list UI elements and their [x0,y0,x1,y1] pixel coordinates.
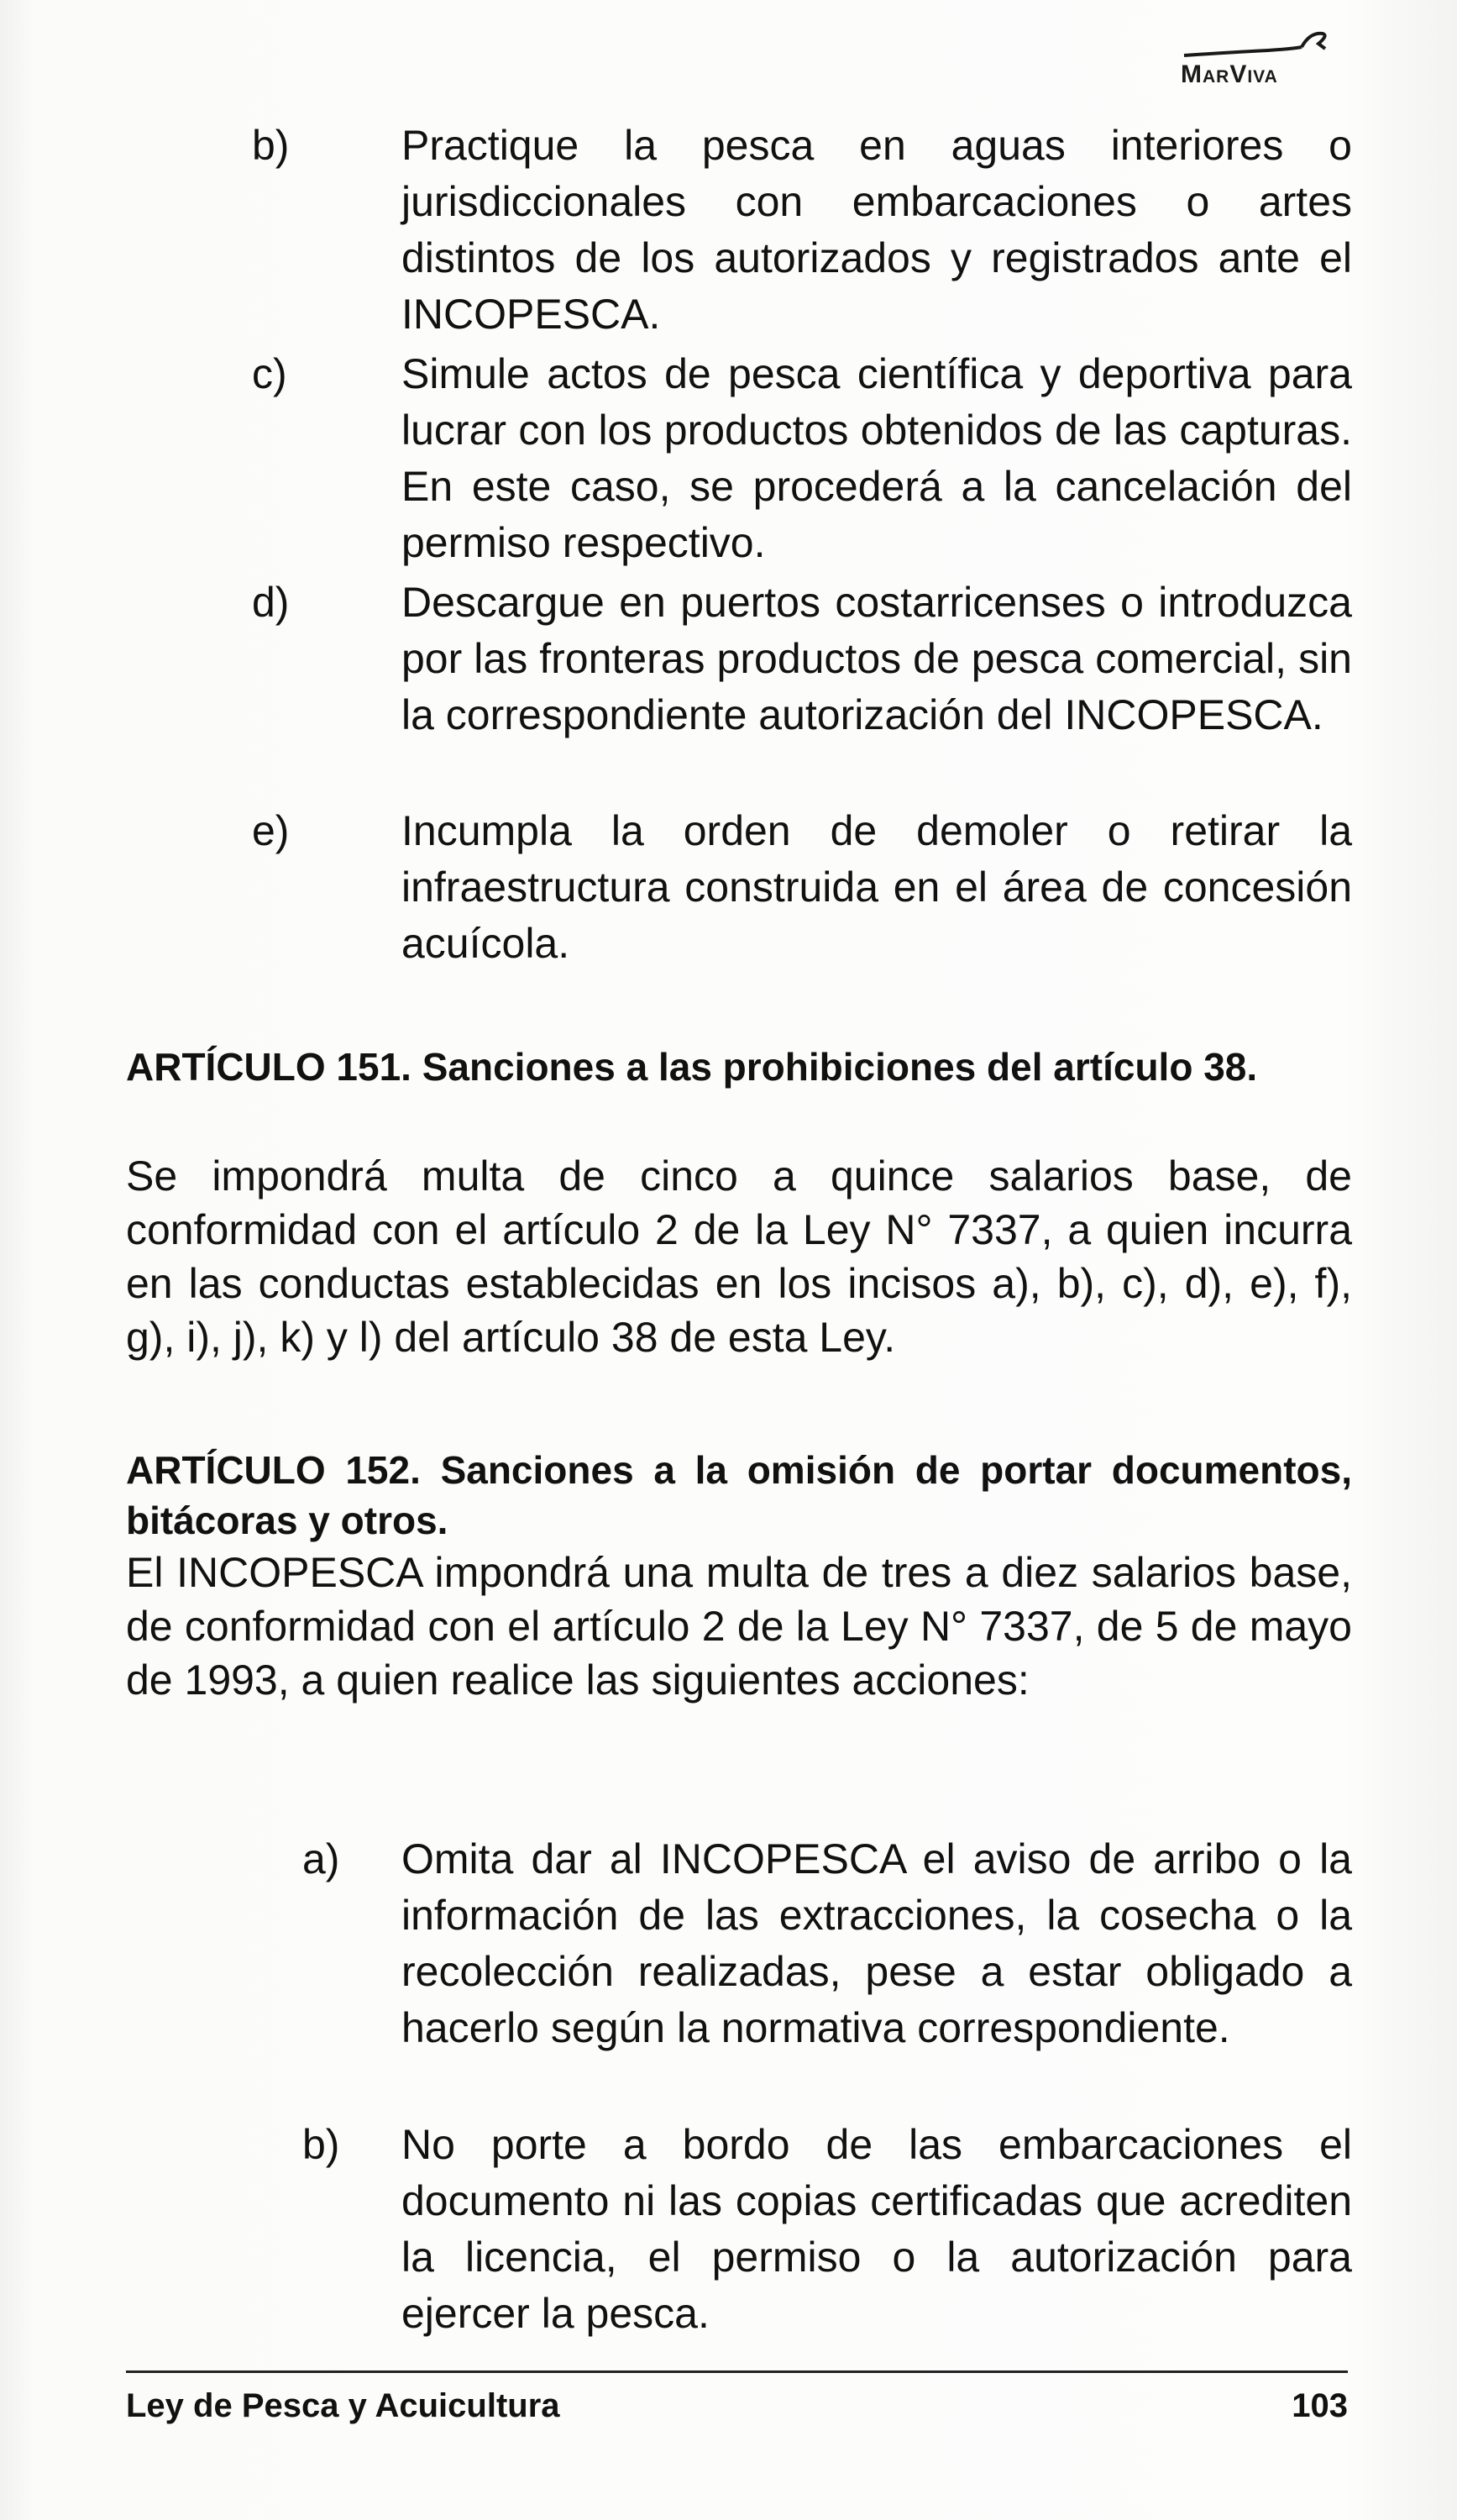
item-text: Incumpla la orden de demoler o retirar la infraestructura construida en el área de concesión acuícola. [401,807,1352,967]
wave-icon [1176,24,1344,66]
article-151-heading: ARTÍCULO 151. Sanciones a las prohibiciones del artículo 38. [126,1045,1258,1089]
footer-divider [126,2370,1348,2373]
logo-text: MarViva [1181,60,1278,88]
list-item [252,803,1352,979]
item-letter: c) [252,350,287,397]
item-text: Omita dar al INCOPESCA el aviso de arribo o la información de las extracciones, la cosecha o la recolección realizadas, pese a estar obligado a hacerlo según la normativa correspondiente. [401,1835,1352,2051]
item-letter: b) [252,122,290,169]
list-item [302,1831,1352,2117]
page-number: 103 [1292,2387,1348,2424]
article-152-heading: ARTÍCULO 152. Sanciones a la omisión de portar documentos, bitácoras y otros. [126,1448,1352,1542]
item-letter: e) [252,807,290,854]
list-item [252,575,1352,801]
list-item [302,2117,1352,2352]
item-letter: b) [302,2121,340,2168]
article-152-text: El INCOPESCA impondrá una multa de tres a diez salarios base, de conformidad con el artículo 2 de la Ley N° 7337, de 5 de mayo de 1993, a quien realice las siguientes acciones: [126,1549,1352,1704]
list-item [252,118,1352,344]
article-151-text: Se impondrá multa de cinco a quince salarios base, de conformidad con el artículo 2 de la Ley N° 7337, a quien incurra en las conductas establecidas en los incisos a), b), c), d), e), f), g), i), j), k) y l) del artículo 38 de esta Ley. [126,1152,1352,1361]
item-text: Practique la pesca en aguas interiores o jurisdiccionales con embarcaciones o artes distintos de los autorizados y registrados ante el INCOPESCA. [401,122,1352,338]
list-item [252,346,1352,573]
item-letter: a) [302,1835,340,1882]
item-letter: d) [252,579,290,626]
marviva-logo [1176,24,1344,99]
item-text: Simule actos de pesca científica y deportiva para lucrar con los productos obtenidos de las capturas. En este caso, se procederá a la cancelación del permiso respectivo. [401,350,1352,566]
footer-book-title: Ley de Pesca y Acuicultura [126,2387,560,2424]
item-text: No porte a bordo de las embarcaciones el documento ni las copias certificadas que acrediten la licencia, el permiso o la autorización para ejercer la pesca. [401,2121,1352,2337]
item-text: Descargue en puertos costarricenses o introduzca por las fronteras productos de pesca comercial, sin la correspondiente autorización del INCOPESCA. [401,579,1352,738]
